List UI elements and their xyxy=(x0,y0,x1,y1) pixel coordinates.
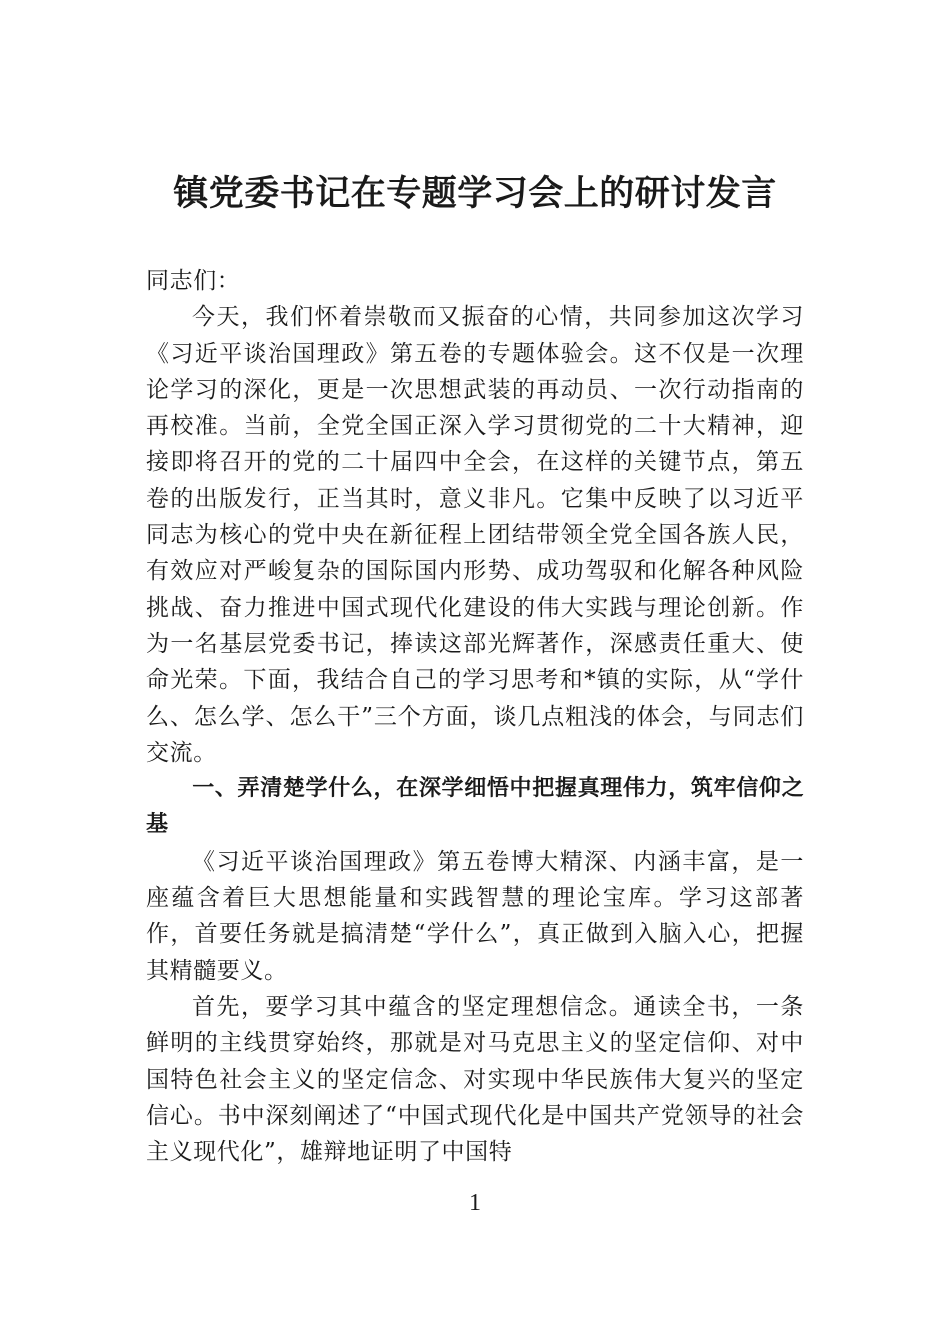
document-body xyxy=(146,263,804,1170)
paragraph-section1-2: 首先，要学习其中蕴含的坚定理想信念。通读全书，一条鲜明的主线贯穿始终，那就是对马克思主义的坚定信仰、对中国特色社会主义的坚定信念、对实现中华民族伟大复兴的坚定信心。书中深刻阐述了“中国式现代化是中国共产党领导的社会主义现代化”，雄辩地证明了中国特 xyxy=(146,993,804,1166)
document-title: 镇党委书记在专题学习会上的研讨发言 xyxy=(173,173,777,214)
paragraph-section1-1: 《习近平谈治国理政》第五卷博大精深、内涵丰富，是一座蕴含着巨大思想能量和实践智慧的理论宝库。学习这部著作，首要任务就是搞清楚“学什么”，真正做到入脑入心，把握其精髓要义。 xyxy=(146,848,804,984)
salutation: 同志们： xyxy=(146,268,241,294)
section-heading-1: 一、弄清楚学什么，在深学细悟中把握真理伟力，筑牢信仰之基 xyxy=(146,776,804,838)
paragraph-intro: 今天，我们怀着崇敬而又振奋的心情，共同参加这次学习《习近平谈治国理政》第五卷的专题体验会。这不仅是一次理论学习的深化，更是一次思想武装的再动员、一次行动指南的再校准。当前，全党全国正深入学习贯彻党的二十大精神，迎接即将召开的党的二十届四中全会，在这样的关键节点，第五卷的出版发行，正当其时，意义非凡。它集中反映了以习近平同志为核心的党中央在新征程上团结带领全党全国各族人民，有效应对严峻复杂的国际国内形势、成功驾驭和化解各种风险挑战、奋力推进中国式现代化建设的伟大实践与理论创新。作为一名基层党委书记，捧读这部光辉著作，深感责任重大、使命光荣。下面，我结合自己的学习思考和*镇的实际，从“学什么、怎么学、怎么干”三个方面，谈几点粗浅的体会，与同志们交流。 xyxy=(146,304,804,766)
page-number: 1 xyxy=(469,1190,481,1216)
